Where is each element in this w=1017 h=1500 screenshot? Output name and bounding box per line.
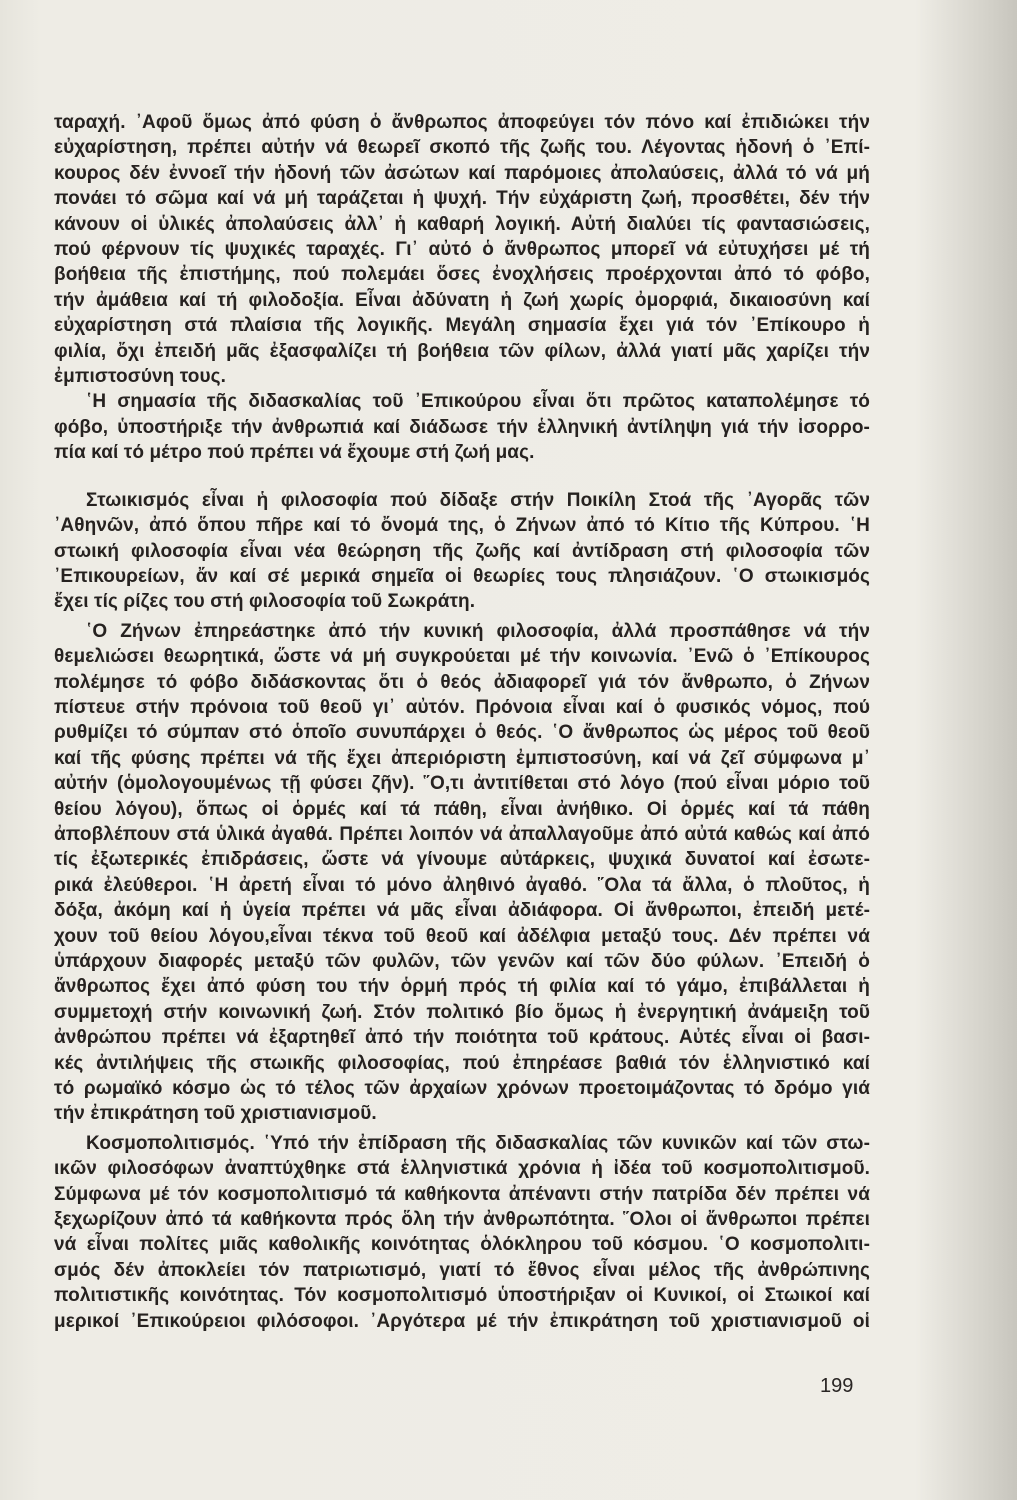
text-line: ρυθμίζει τό σύμπαν στό ὁποῖο συνυπάρχει ὁ θεός. ῾Ο ἄνθρωπος ὡς μέρος τοῦ θεοῦ xyxy=(54,722,870,744)
text-line: θείου λόγου), ὅπως οἱ ὁρμές καί τά πάθη, εἶναι ἀνήθικο. Οἱ ὁρμές καί τά πάθη xyxy=(54,798,870,820)
text-line: φιλία, ὄχι ἐπειδή μᾶς ἐξασφαλίζει τή βοήθεια τῶν φίλων, ἀλλά γιατί μᾶς χαρίζει τήν xyxy=(54,340,870,362)
text-line: πίστευε στήν πρόνοια τοῦ θεοῦ γι᾿ αὐτόν. Πρόνοια εἶναι καί ὁ φυσικός νόμος, πού xyxy=(54,696,870,718)
stoicism-section xyxy=(54,488,870,615)
text-line: ἔχει τίς ρίζες του στή φιλοσοφία τοῦ Σωκράτη. xyxy=(54,591,476,613)
text-line: εὐχαρίστηση στά πλαίσια τῆς λογικῆς. Μεγάλη σημασία ἔχει γιά τόν ᾿Επίκουρο ἡ xyxy=(54,315,870,337)
text-line: πού φέρνουν τίς ψυχικές ταραχές. Γι᾿ αὐτό ὁ ἄνθρωπος μπορεῖ νά εὐτυχήσει μέ τή xyxy=(54,239,870,261)
page-number: 199 xyxy=(820,1375,854,1397)
text-line: πία καί τό μέτρο πού πρέπει νά ἔχουμε στή ζωή μας. xyxy=(54,442,535,464)
text-line: ικῶν φιλοσόφων ἀναπτύχθηκε στά ἑλληνιστικά χρόνια ἡ ἰδέα τοῦ κοσμοπολιτισμοῦ. xyxy=(54,1158,870,1180)
text-line: στωική φιλοσοφία εἶναι νέα θεώρηση τῆς ζωῆς καί ἀντίδραση στή φιλοσοφία τῶν xyxy=(54,540,870,562)
text-line: φόβο, ὑποστήριξε τήν ἀνθρωπιά καί διάδωσε τήν ἑλληνική ἀντίληψη γιά τήν ἰσορρο- xyxy=(54,416,870,438)
text-line: νά εἶναι πολίτες μιᾶς καθολικῆς κοινότητας ὁλόκληρου τοῦ κόσμου. ῾Ο κοσμοπολιτι- xyxy=(54,1234,870,1256)
epicurus-significance-paragraph xyxy=(54,389,870,465)
text-line: αὐτήν (ὁμολογουμένως τῇ φύσει ζῆν). ῞Ο,τι ἀντιτίθεται στό λόγο (πού εἶναι μόριο τοῦ xyxy=(54,773,870,795)
text-run: . ῾Υπό τήν ἐπίδραση τῆς διδασκαλίας τῶν κυνικῶν καί τῶν στω- xyxy=(249,1132,870,1154)
text-line: κάνουν οἱ ὑλικές ἀπολαύσεις ἀλλ᾿ ἡ καθαρή λογική. Αὐτή διαλύει τίς φαντασιώσεις, xyxy=(54,213,870,235)
text-line: ταραχή. ᾿Αφοῦ ὅμως ἀπό φύση ὁ ἄνθρωπος ἀποφεύγει τόν πόνο καί ἐπιδιώκει τήν xyxy=(54,112,870,133)
text-line: ῾Ο Ζήνων ἐπηρεάστηκε ἀπό τήν κυνική φιλοσοφία, ἀλλά προσπάθησε νά τήν xyxy=(86,620,870,642)
stoicism-term: Στωικισμός xyxy=(86,489,190,511)
text-line: πονάει τό σῶμα καί νά μή ταράζεται ἡ ψυχή. Τήν εὐχάριστη ζωή, προσθέτει, δέν τήν xyxy=(54,188,870,210)
text-line: ξεχωρίζουν ἀπό τά καθήκοντα πρός ὅλη τήν ἀνθρωπότητα. ῞Ολοι οἱ ἄνθρωποι πρέπει xyxy=(54,1209,870,1231)
text-line: σμός δέν ἀποκλείει τόν πατριωτισμό, γιατί τό ἔθνος εἶναι μέλος τῆς ἀνθρώπινης xyxy=(54,1259,870,1281)
text-run: εἶναι ἡ φιλοσοφία πού δίδαξε στήν Ποικίλη Στοά τῆς ᾿Αγορᾶς τῶν xyxy=(189,489,870,511)
text-line: ρικά ἐλεύθεροι. ῾Η ἀρετή εἶναι τό μόνο ἀληθινό ἀγαθό. ῞Ολα τά ἄλλα, ὁ πλοῦτος, ἡ xyxy=(54,874,870,896)
text-line: χουν τοῦ θείου λόγου,εἶναι τέκνα τοῦ θεοῦ καί ἀδέλφια μεταξύ τους. Δέν πρέπει νά xyxy=(54,925,870,947)
text-line xyxy=(54,1131,870,1156)
text-line: ῾Η σημασία τῆς διδασκαλίας τοῦ ᾿Επικούρου εἶναι ὅτι πρῶτος καταπολέμησε τό xyxy=(86,391,870,413)
text-line: δόξα, ἀκόμη καί ἡ ὑγεία πρέπει νά μᾶς εἶναι ἀδιάφορα. Οἱ ἄνθρωποι, ἐπειδή μετέ- xyxy=(54,900,870,922)
text-line: τό ρωμαϊκό κόσμο ὡς τό τέλος τῶν ἀρχαίων χρόνων προετοιμάζοντας τό δρόμο γιά xyxy=(54,1078,870,1100)
text-line: πολιτιστικῆς κοινότητας. Τόν κοσμοπολιτισμό ὑποστήριξαν οἱ Κυνικοί, οἱ Στωικοί καί xyxy=(54,1285,870,1307)
zeno-term: Ζήνων xyxy=(515,515,577,537)
text-line: ἀποβλέπουν στά ὑλικά ἀγαθά. Πρέπει λοιπόν νά ἀπαλλαγοῦμε ἀπό αὐτά καθώς καί ἀπό xyxy=(54,823,870,845)
text-run: ᾿Αθηνῶν, ἀπό ὅπου πῆρε καί τό ὄνομά της, ὁ xyxy=(54,515,516,537)
text-run: ἀπό τό Κίτιο τῆς Κύπρου. ῾Η xyxy=(576,515,871,537)
text-line: κουρος δέν ἐννοεῖ τήν ἡδονή τῶν ἀσώτων καί παρόμοιες ἀπολαύσεις, ἀλλά τό νά μή xyxy=(54,162,870,184)
text-line: τίς ἐξωτερικές ἐπιδράσεις, ὥστε νά γίνουμε αὐτάρκεις, ψυχικά δυνατοί καί ἐσωτε- xyxy=(54,849,870,871)
text-line xyxy=(54,513,870,538)
text-line: καί τῆς φύσης πρέπει νά τῆς ἔχει ἀπεριόριστη ἐμπιστοσύνη, καί νά ζεῖ σύμφωνα μ᾿ xyxy=(54,747,870,769)
text-line: ᾿Επικουρείων, ἄν καί σέ μερικά σημεῖα οἱ θεωρίες τους πλησιάζουν. ῾Ο στωικισμός xyxy=(54,565,870,587)
text-line: ἀνθρώπου πρέπει νά ἐξαρτηθεῖ ἀπό τήν ποιότητα τοῦ κράτους. Αὐτές εἶναι οἱ βασι- xyxy=(54,1027,870,1049)
text-line: τήν ἐπικράτηση τοῦ χριστιανισμοῦ. xyxy=(54,1103,377,1125)
text-line: Σύμφωνα μέ τόν κοσμοπολιτισμό τά καθήκοντα ἀπέναντι στήν πατρίδα δέν πρέπει νά xyxy=(54,1183,870,1205)
cosmopolitanism-term: Κοσμοπολιτισμός xyxy=(86,1132,250,1154)
text-line: ὑπάρχουν διαφορές μεταξύ τῶν φυλῶν, τῶν γενῶν καί τῶν δύο φύλων. ᾿Επειδή ὁ xyxy=(54,951,870,972)
cosmopolitanism-section xyxy=(54,1131,870,1334)
text-line: τήν ἀμάθεια καί τή φιλοδοξία. Εἶναι ἀδύνατη ἡ ζωή χωρίς ὀμορφιά, δικαιοσύνη καί xyxy=(54,289,870,311)
epicurus-paragraph xyxy=(54,110,870,389)
text-line: εὐχαρίστηση, πρέπει αὐτήν νά θεωρεῖ σκοπό τῆς ζωῆς του. Λέγοντας ἡδονή ὁ ᾿Επί- xyxy=(54,137,870,159)
body-text xyxy=(54,110,870,1334)
text-line: θεμελιώσει θεωρητικά, ὥστε νά μή συγκρούεται μέ τήν κοινωνία. ᾿Ενῶ ὁ ᾿Επίκουρος xyxy=(54,646,870,668)
text-line xyxy=(54,488,870,513)
text-line: μερικοί ᾿Επικούρειοι φιλόσοφοι. ᾿Αργότερα μέ τήν ἐπικράτηση τοῦ χριστιανισμοῦ οἱ xyxy=(54,1310,870,1332)
text-line: βοήθεια τῆς ἐπιστήμης, πού πολεμάει ὅσες ἐνοχλήσεις προέρχονται ἀπό τό φόβο, xyxy=(54,264,870,286)
text-line: κές ἀντιλήψεις τῆς στωικῆς φιλοσοφίας, πού ἐπηρέασε βαθιά τόν ἑλληνιστικό καί xyxy=(54,1052,870,1074)
text-line: ἐμπιστοσύνη τους. xyxy=(54,366,227,388)
zeno-paragraph xyxy=(54,619,870,1127)
text-line: ἄνθρωπος ἔχει ἀπό φύση του τήν ὁρμή πρός τή φιλία καί τό γάμο, ἐπιβάλλεται ἡ xyxy=(54,976,870,998)
text-line: πολέμησε τό φόβο διδάσκοντας ὅτι ὁ θεός ἀδιαφορεῖ γιά τόν ἄνθρωπο, ὁ Ζήνων xyxy=(54,671,870,693)
text-line: συμμετοχή στήν κοινωνική ζωή. Στόν πολιτικό βίο ὅμως ἡ ἐνεργητική ἀνάμειξη τοῦ xyxy=(54,1001,870,1023)
